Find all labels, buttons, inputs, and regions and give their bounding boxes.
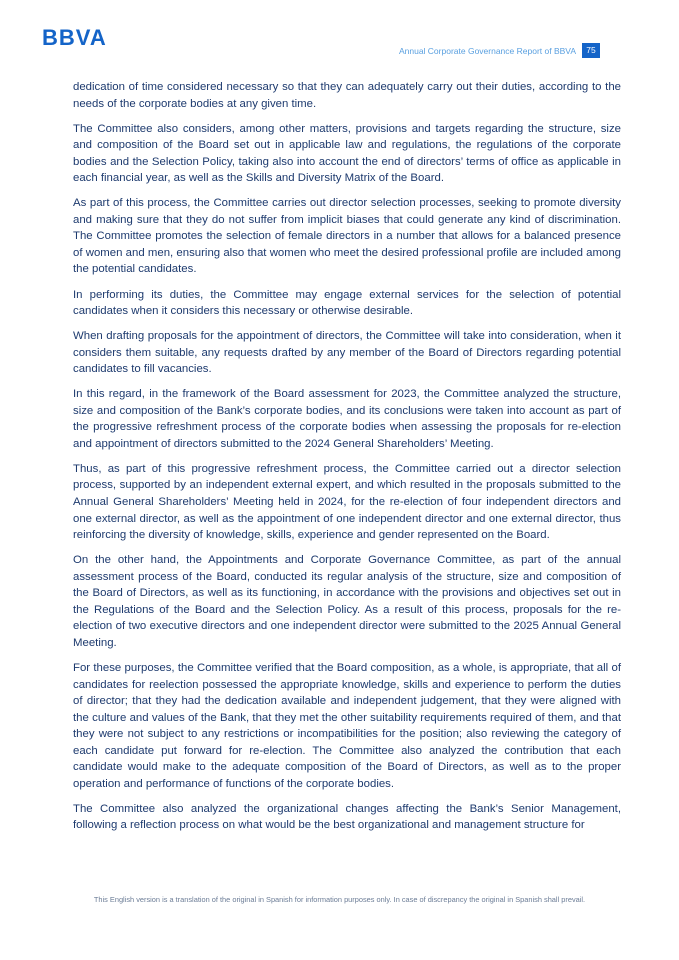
paragraph: For these purposes, the Committee verified that the Board composition, as a whole, is appropriate, that all of candidates for reelection possessed the appropriate knowledge, skills and experience to perform the duties of director; that they had the dedication available and independent judgement, that they were aligned with the culture and values of the Bank, that they met the other suitability requirements required of them, and that they were not subject to any restrictions or incompatibilities for the position; also reviewing the category of each candidate put forward for re-election. The Committee also analyzed the contribution that each candidate would make to the adequate composition of the Board of Directors, as well as to the proper operation and performance of functions of the corporate bodies.	[73, 661, 621, 790]
paragraph: dedication of time considered necessary so that they can adequately carry out their duties, according to the needs of the corporate bodies at any given time.	[73, 81, 621, 110]
report-title: Annual Corporate Governance Report of BBVA	[398, 45, 576, 56]
page-number-badge: 75	[582, 43, 600, 58]
paragraph: When drafting proposals for the appointment of directors, the Committee will take into consideration, when it considers them suitable, any requests drafted by any member of the Board of Directors regarding potential candidates to fill vacancies.	[73, 330, 621, 376]
bbva-logo-icon	[42, 26, 122, 48]
page-header	[399, 43, 600, 58]
paragraph: On the other hand, the Appointments and Corporate Governance Committee, as part of the annual assessment process of the Board, conducted its regular analysis of the structure, size and composition of the Board of Directors, as well as its functioning, in accordance with the provisions and objectives set out in the Regulations of the Board and the Selection Policy. As a result of this process, proposals for the re-election of two executive directors and one independent director were submitted to the 2025 Annual General Meeting.	[73, 554, 621, 649]
paragraph: Thus, as part of this progressive refreshment process, the Committee carried out a director selection process, supported by an independent external expert, and which resulted in the proposals submitted to the Annual General Shareholders’ Meeting held in 2024, for the re-election of four independent directors and one external director, as well as the appointment of one independent director and one external director, thus reinforcing the diversity of knowledge, skills, experience and gender represented on the Board.	[73, 462, 621, 542]
paragraph: As part of this process, the Committee carries out director selection processes, seeking to promote diversity and making sure that they do not suffer from implicit biases that could generate any kind of discrimination. The Committee promotes the selection of female directors in a number that allows for a balanced presence of women and men, ensuring also that women who meet the desired professional profile are included among the potential candidates.	[73, 197, 621, 276]
paragraph: The Committee also considers, among other matters, provisions and targets regarding the structure, size and composition of the Board set out in applicable law and regulations, the regulations of the corporate bodies and the Selection Policy, taking also into account the end of directors’ terms of office as applicable in each financial year, as well as the Skills and Diversity Matrix of the Board.	[73, 122, 621, 185]
paragraph: In performing its duties, the Committee may engage external services for the selection of potential candidates when it considers this necessary or otherwise desirable.	[73, 288, 621, 318]
footer-disclaimer: This English version is a translation of the original in Spanish for information purposes only. In case of discrepancy the original in Spanish shall prevail.	[93, 895, 586, 904]
document-body	[73, 79, 621, 842]
paragraph: In this regard, in the framework of the Board assessment for 2023, the Committee analyzed the structure, size and composition of the Bank’s corporate bodies, and its conclusions were taken into account as part of the progressive refreshment process of the corporate bodies when assessing the proposals for re-election and appointment of directors submitted to the 2024 General Shareholders’ Meeting.	[73, 388, 621, 450]
svg-text:BBVA: BBVA	[42, 26, 107, 48]
paragraph: The Committee also analyzed the organizational changes affecting the Bank’s Senior Management, following a reflection process on what would be the best organizational and management structure for	[73, 802, 621, 832]
bbva-logo	[42, 26, 122, 48]
